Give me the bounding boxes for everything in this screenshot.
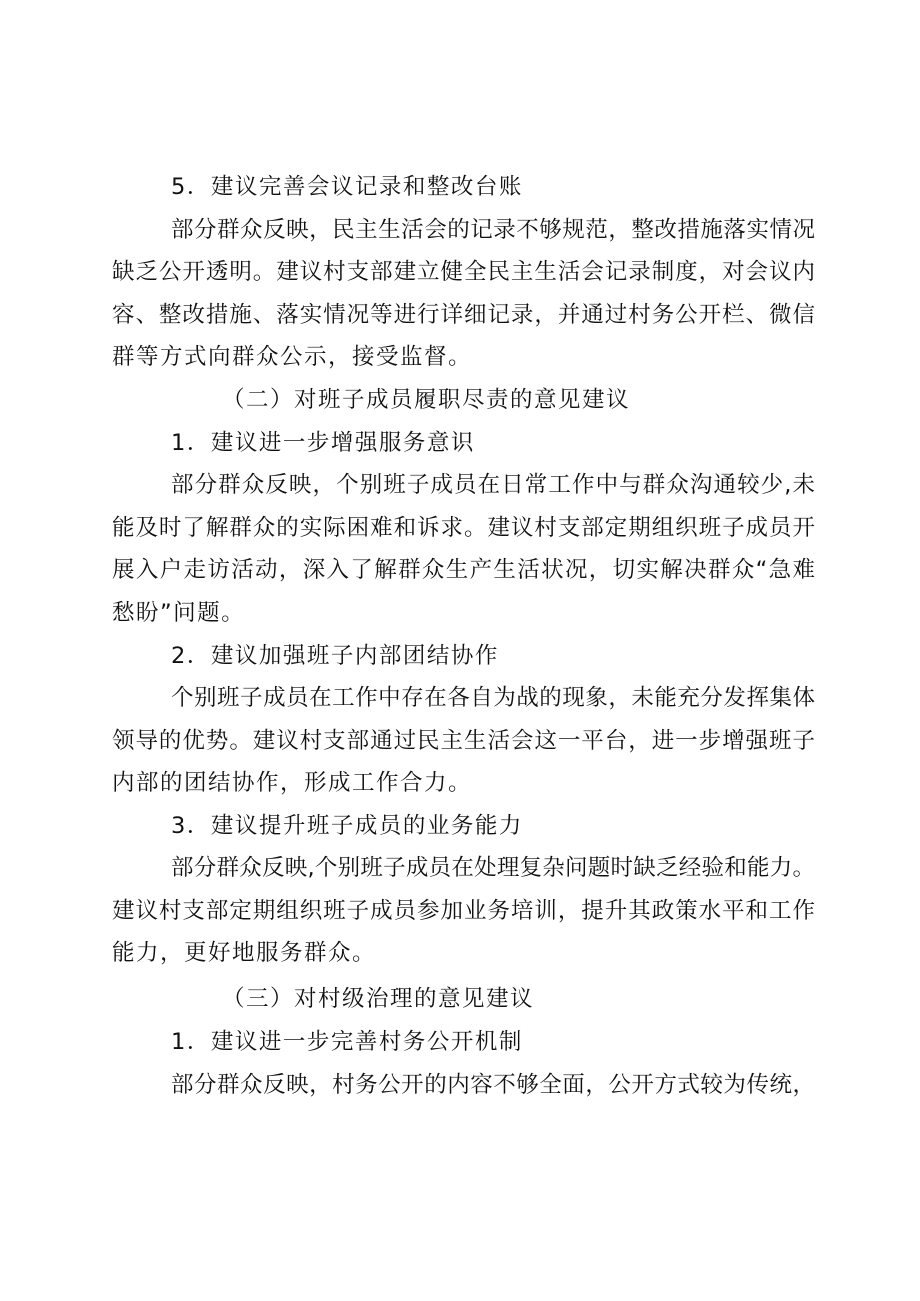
subheading-3-business-ability: 3．建议提升班子成员的业务能力 bbox=[171, 813, 523, 839]
paragraph-line: 容、整改措施、落实情况等进行详细记录，并通过村务公开栏、微信 bbox=[112, 302, 815, 328]
paragraph-line: 愁盼”问题。 bbox=[112, 600, 246, 626]
paragraph-line: 缺乏公开透明。建议村支部建立健全民主生活会记录制度，对会议内 bbox=[112, 259, 815, 285]
paragraph-line: 能力，更好地服务群众。 bbox=[112, 940, 377, 966]
subheading-2-team-unity: 2．建议加强班子内部团结协作 bbox=[171, 643, 499, 669]
paragraph-line: 个别班子成员在工作中存在各自为战的现象，未能充分发挥集体 bbox=[171, 685, 815, 711]
subheading-1-village-affairs: 1．建议进一步完善村务公开机制 bbox=[171, 1029, 523, 1055]
paragraph-line: 部分群众反映,个别班子成员在处理复杂问题时缺乏经验和能力。 bbox=[171, 855, 815, 881]
paragraph-line: 领导的优势。建议村支部通过民主生活会这一平台，进一步增强班子 bbox=[112, 728, 815, 754]
paragraph-line: 展入户走访活动，深入了解群众生产生活状况，切实解决群众“急难 bbox=[112, 557, 815, 583]
paragraph-line: 建议村支部定期组织班子成员参加业务培训，提升其政策水平和工作 bbox=[112, 898, 815, 924]
paragraph-line: 内部的团结协作，形成工作合力。 bbox=[112, 770, 473, 796]
paragraph-line: 群等方式向群众公示，接受监督。 bbox=[112, 344, 473, 370]
subheading-1-service-awareness: 1．建议进一步增强服务意识 bbox=[171, 430, 475, 456]
paragraph-line: 部分群众反映，民主生活会的记录不够规范，整改措施落实情况 bbox=[171, 217, 815, 243]
subheading-5-meeting-records: 5．建议完善会议记录和整改台账 bbox=[171, 174, 523, 200]
section-heading-3: （三）对村级治理的意见建议 bbox=[222, 986, 535, 1012]
paragraph-line: 部分群众反映，个别班子成员在日常工作中与群众沟通较少,未 bbox=[171, 472, 815, 498]
paragraph-line: 部分群众反映，村务公开的内容不够全面，公开方式较为传统， bbox=[171, 1072, 815, 1098]
paragraph-line: 能及时了解群众的实际困难和诉求。建议村支部定期组织班子成员开 bbox=[112, 515, 815, 541]
section-heading-2: （二）对班子成员履职尽责的意见建议 bbox=[222, 387, 631, 413]
